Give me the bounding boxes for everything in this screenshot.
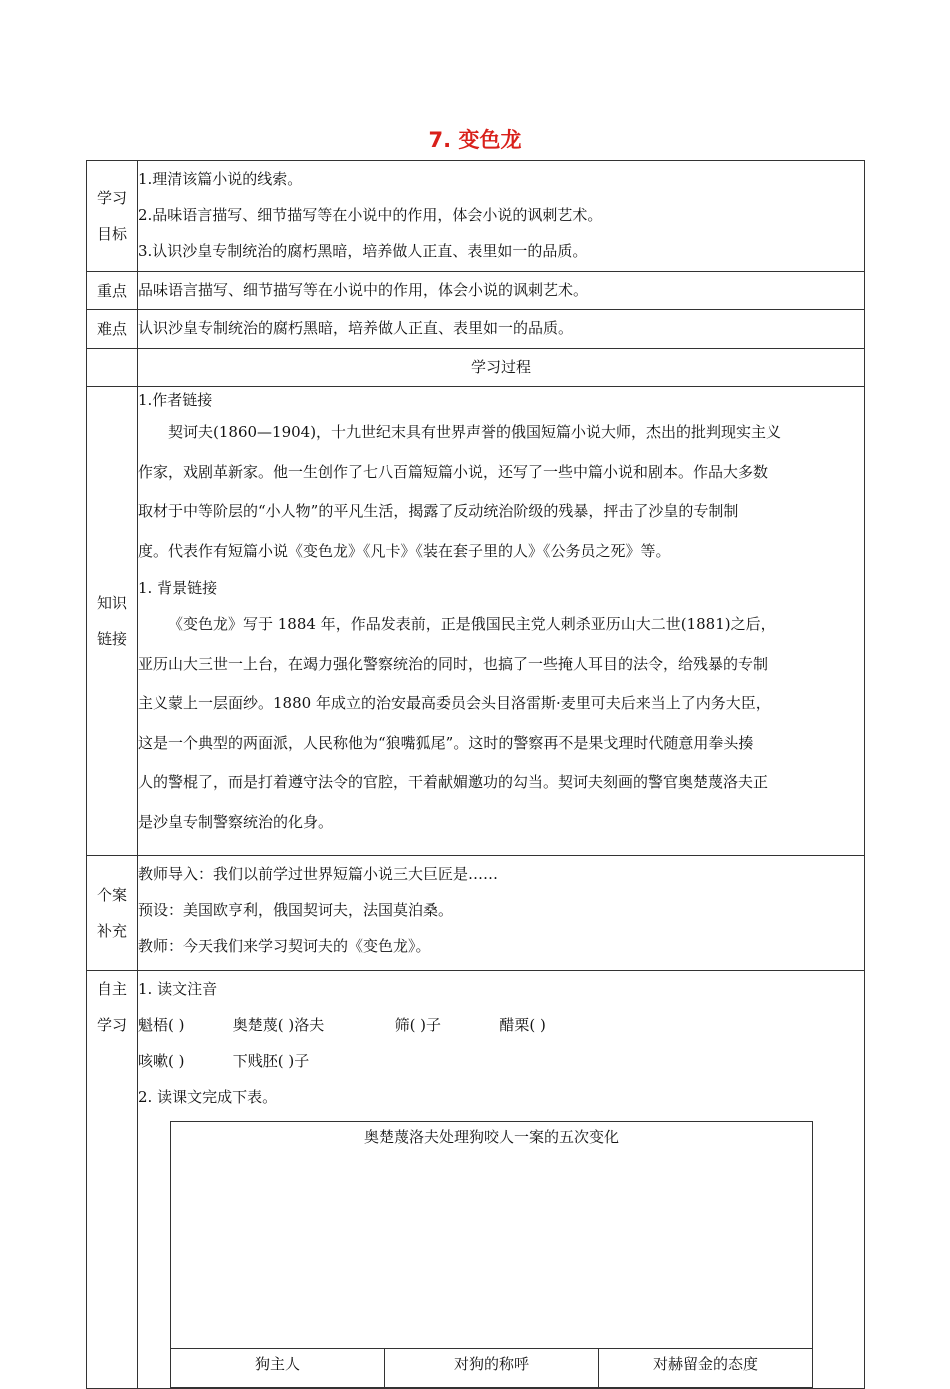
key-points-label [87, 272, 138, 310]
row-knowledge [87, 387, 865, 856]
knowledge-label-line2: 链接 [96, 630, 127, 648]
key-points-content [138, 272, 865, 310]
changes-table-header-row [171, 1349, 813, 1388]
case-line: 教师：今天我们来学习契诃夫的《变色龙》。 [138, 937, 431, 955]
row-key-points [87, 272, 865, 310]
self-study-label [87, 971, 138, 1389]
key-points-label-text: 重点 [96, 281, 127, 300]
key-points-text: 品味语言描写、细节描写等在小说中的作用，体会小说的讽刺艺术。 [138, 281, 589, 299]
phonetic-item: 魁梧( ) [138, 1016, 185, 1034]
row-self-study [87, 971, 865, 1389]
row-objectives [87, 161, 865, 272]
phonetic-item: 咳嗽( ) [138, 1052, 185, 1070]
case-content [138, 856, 865, 971]
process-heading: 学习过程 [470, 358, 531, 376]
case-label [87, 856, 138, 971]
changes-table [170, 1121, 813, 1388]
phonetic-item: 下贱胚( )子 [232, 1052, 310, 1070]
case-label-line1: 个案 [96, 886, 127, 904]
objectives-label-line2: 目标 [96, 225, 127, 243]
changes-table-caption-row [171, 1122, 813, 1349]
page-title: 7. 变色龙 [428, 128, 522, 152]
knowledge-label-line1: 知识 [96, 594, 127, 612]
background-line: 《变色龙》写于 1884 年，作品发表前，正是俄国民主党人刺杀亚历山大二世(1881)之后， [168, 615, 776, 633]
knowledge-content [138, 387, 865, 856]
difficulties-text: 认识沙皇专制统治的腐朽黑暗，培养做人正直、表里如一的品质。 [138, 319, 574, 337]
author-line: 作家，戏剧革新家。他一生创作了七八百篇短篇小说，还写了一些中篇小说和剧本。作品大多数 [138, 462, 769, 481]
header-attitude: 对赫留金的态度 [599, 1349, 813, 1388]
phonetic-line [138, 1007, 864, 1043]
table-instruction: 2. 读课文完成下表。 [138, 1088, 278, 1106]
objective-item: 1.理清该篇小说的线索。 [138, 170, 303, 188]
phonetic-line [138, 1043, 864, 1079]
case-line: 教师导入：我们以前学过世界短篇小说三大巨匠是…… [138, 865, 499, 883]
background-line: 是沙皇专制警察统治的化身。 [138, 812, 334, 831]
author-line: 度。代表作有短篇小说《变色龙》《凡卡》《装在套子里的人》《公务员之死》等。 [138, 541, 671, 560]
author-line: 契诃夫(1860—1904)，十九世纪末具有世界声誉的俄国短篇小说大师，杰出的批判现实主义 [168, 423, 782, 441]
objectives-label-line1: 学习 [96, 189, 127, 207]
author-line: 取材于中等阶层的“小人物”的平凡生活，揭露了反动统治阶级的残暴，抨击了沙皇的专制制 [138, 502, 739, 520]
case-line: 预设：美国欧亨利，俄国契诃夫，法国莫泊桑。 [138, 901, 454, 919]
objective-item: 2.品味语言描写、细节描写等在小说中的作用，体会小说的讽刺艺术。 [138, 206, 603, 224]
difficulties-label-text: 难点 [96, 320, 127, 338]
self-study-content [138, 971, 865, 1389]
self-study-label-line2: 学习 [96, 1016, 127, 1034]
knowledge-label [87, 387, 138, 856]
row-process [87, 349, 865, 387]
background-heading: 1. 背景链接 [138, 579, 218, 597]
difficulties-content [138, 310, 865, 349]
process-content [138, 349, 865, 387]
background-line: 人的警棍了，而是打着遵守法令的官腔，干着献媚邀功的勾当。契诃夫刻画的警官奥楚蔑洛夫正 [138, 773, 769, 791]
author-heading: 1.作者链接 [138, 391, 213, 409]
background-line: 这是一个典型的两面派，人民称他为“狼嘴狐尾”。这时的警察再不是果戈理时代随意用拳头揍 [138, 733, 754, 752]
changes-table-caption: 奥楚蔑洛夫处理狗咬人一案的五次变化 [171, 1122, 813, 1349]
row-difficulties [87, 310, 865, 349]
phonetic-item: 奥楚蔑( )洛夫 [232, 1016, 325, 1034]
case-label-line2: 补充 [96, 922, 127, 940]
background-line: 亚历山大三世一上台，在竭力强化警察统治的同时，也搞了一些掩人耳目的法令，给残暴的专制 [138, 654, 769, 673]
objectives-content [138, 161, 865, 272]
difficulties-label [87, 310, 138, 349]
phonetic-heading: 1. 读文注音 [138, 980, 218, 998]
header-dog-owner: 狗主人 [171, 1349, 385, 1388]
phonetic-item: 醋栗( ) [499, 1016, 546, 1034]
process-label-empty [87, 349, 138, 387]
header-dog-name: 对狗的称呼 [385, 1349, 599, 1388]
objective-item: 3.认识沙皇专制统治的腐朽黑暗，培养做人正直、表里如一的品质。 [138, 242, 588, 260]
background-line: 主义蒙上一层面纱。1880 年成立的治安最高委员会头目洛雷斯·麦里可夫后来当上了内务大臣， [138, 694, 771, 712]
self-study-label-line1: 自主 [96, 980, 127, 998]
phonetic-item: 筛( )子 [394, 1016, 442, 1034]
row-case [87, 856, 865, 971]
lesson-table [86, 160, 865, 1389]
objectives-label [87, 161, 138, 272]
